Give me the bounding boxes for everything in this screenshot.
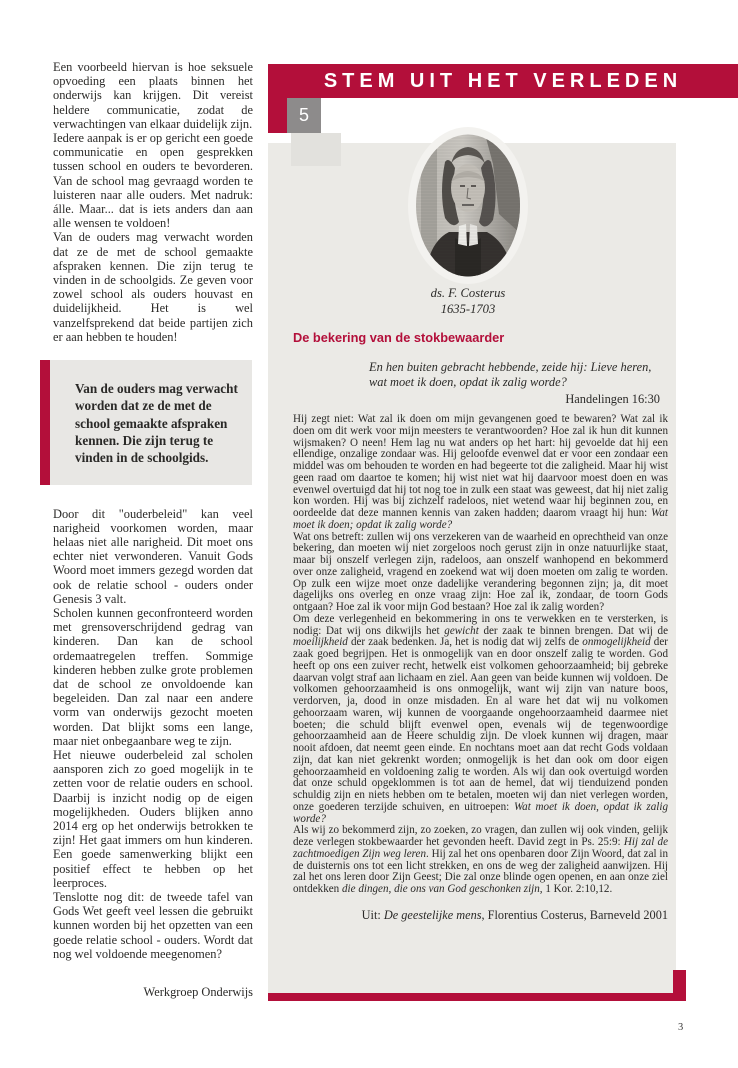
scripture-quote (293, 360, 668, 408)
source-line: Uit: De geestelijke mens, Florentius Costerus, Barneveld 2001 (361, 907, 668, 922)
article-paragraph: Een voorbeeld hiervan is hoe seksuele opvoeding een plaats binnen het onderwijs kan krijgen. Dit vereist heldere communicatie, zodat de verwachtingen van elkaar duidelijk zijn. (53, 60, 253, 131)
bottom-accent-bar (268, 993, 685, 1001)
pull-quote-text: Van de ouders mag verwacht worden dat ze de met de school gemaakte afspraken kennen. Die zijn terug te vinden in de schoolgids. (75, 381, 238, 466)
body-paragraph: Als wij zo bekommerd zijn, zo zoeken, zo vragen, dan zullen wij ook vinden, gelijk deze verlegen stokbewaarder het gevonden heeft. David zegt in Ps. 25:9: Hij zal de zachtmoedigen Zijn weg leren. Hij zal het ons openbaren door Zijn Woord, dat zal in de duisternis ons tot een licht strekken, en ons de weg der zaligheid aanwijzen. Hij zal het ons leren door Zijn Geest; Die zal onze blinde ogen openen, en aan onze ziel ontdekken die dingen, die ons van God geschonken zijn, 1 Kor. 2:10,12. (293, 824, 669, 895)
page-number: 3 (678, 1022, 684, 1033)
portrait-frame (408, 127, 528, 284)
article-paragraph: Het nieuwe ouderbeleid zal scholen aansporen zich zo goed mogelijk in te zetten voor de relatie ouders en school. Daarbij is inzicht nodig op de eigen mogelijkheden. Ouders blijken anno 2014 erg op het onderwijs betrokken te zijn! Het gaat immers om hun kinderen. Een goede samenwerking blijkt een positief effect te hebben op het leerproces. (53, 748, 253, 890)
article-paragraph: Scholen kunnen geconfronteerd worden met grensoverschrijdend gedrag van kinderen. Dan kan de school ordemaatregelen treffen. Sommige kinderen hebben zulke grote problemen dat de school ze onvoldoende kan begeleiden. Dan zal naar een andere vorm van onderwijs gezocht moeten worden. Dat blijkt soms een lange, maar niet onbegaanbare weg te zijn. (53, 605, 253, 748)
body-paragraph: Om deze verlegenheid en bekommering in ons te verwekken en te versterken, is nodig: Dat wij ons dikwijls het gewicht der zaak te binnen brengen. Dat wij de moeilijkheid der zaak bedenken. Ja, het is nodig dat wij zelfs de onmogelijkheid der zaak goed begrijpen. Het is onmogelijk van en door onszelf zalig te worden. God heeft op ons een zuiver recht, hetwelk eist volkomen gehoorzaamheid; bij gebreke daarvan volgt straf aan lichaam en ziel. Aan geen van beide kunnen wij voldoen. De volkomen gehoorzaamheid is ons onmogelijk, want wij zijn van nature boos, verdorven, ja, dood in onze misdaden. En al ware het dat wij nu volkomen gehoorzaam waren, wij kunnen de voorgaande ongehoorzaamheid daarmee niet boeten; die schuld blijft evenwel open, evenals wij de tegenwoordige gehoorzaamheid aan de Heere schuldig zijn. De vloek kunnen wij dragen, maar nooit afdoen, dat neemt geen einde. En nochtans moet aan dat recht Gods voldaan zijn, dat kan niet gekrenkt worden; onmogelijk is het dan ook om door eigen gehoorzaamheid en voldoening zalig te worden. Als wij dan ook overtuigd worden dat onze schuld opgeklommen is tot aan de hemel, dat wij tienduizend ponden schuldig zijn en niets hebben om te betalen, moeten wij dan niet verlegen worden, onze goederen terzijde schuiven, en uitroepen: Wat moet ik doen, opdat ik zalig worde? (293, 612, 668, 825)
scripture-quote-line: En hen buiten gebracht hebbende, zeide hij: Lieve heren, (369, 360, 652, 374)
article-paragraph: Door dit "ouderbeleid" kan veel narigheid voorkomen worden, maar helaas niet alle narigheid. Dit moet ons echter niet verwonderen. Vanuit Gods Woord moet immers gezegd worden dat ook de relatie school - ouders onder Genesis 3 valt. (53, 506, 253, 606)
portrait-caption-name: ds. F. Costerus (430, 286, 506, 300)
scripture-quote-line: wat moet ik doen, opdat ik zalig worde? (369, 375, 567, 390)
portrait-caption (388, 286, 548, 317)
portrait-engraving (415, 134, 521, 277)
scripture-quote-lines (369, 360, 668, 390)
bottom-accent-upstroke (673, 970, 686, 1001)
issue-number-box (287, 98, 321, 133)
pull-quote-accent-bar (40, 360, 50, 484)
portrait-caption-years: 1635-1703 (440, 301, 496, 316)
feature-body (293, 414, 668, 922)
body-paragraph: Wat ons betreft: zullen wij ons verzekeren van de waarheid en oprechtheid van onze bekering, dan moeten wij niet zorgeloos noch gerust zijn in onze natuurlijke staat, maar bij onszelf verlegen zijn, radeloos, aan onszelf wanhopend en bekommerd over onze zaligheid, vragend en zoekend wat wij doen moeten om zalig te worden. Op zulk een wijze moet onze dadelijke verandering begonnen zijn; ja, dit moet dagelijks ons overleg en onze vraag zijn: Hoe zal ik, zondaar, de toorn Gods ontgaan? Hoe zal ik voor mijn God bestaan? Hoe zal ik zalig worden? (293, 530, 668, 613)
section-banner (268, 64, 738, 98)
body-paragraph: Hij zegt niet: Wat zal ik doen om mijn gevangenen goed te bewaren? Wat zal ik doen om dit werk voor mijn meesters te verantwoorden? Hoe zal ik hun dit kunnen wijsmaken? O neen! Hem lag nu wat anders op het hart: hij gevoelde dat hij een ellendige, onzalige zondaar was. Hij geloofde evenwel dat er voor een zondaar een middel was om behouden te worden en had begeerte tot die zaligheid. Maar hij wist geen raad om daartoe te komen; hij wist niet wat hij daarvoor moest doen en was evenwel overtuigd dat hij tot nog toe in zulk een staat was geweest, dat hij niet zalig kon worden. Hij was bij zichzelf radeloos, niet wetend waar hij beginnen zou, en oordeelde dat deze mannen kennis van zaken hadden; daarom vraagt hij hun: Wat moet ik doen; opdat ik zalig worde? (293, 413, 668, 531)
article-paragraph: Tenslotte nog dit: de tweede tafel van Gods Wet geeft veel lessen die gebruikt kunnen worden bij het opzetten van een goede relatie school - ouders. Wordt dat nog wel voldoende meegenomen? (53, 890, 253, 961)
section-banner-title: STEM UIT HET VERLEDEN (323, 69, 683, 92)
left-column (53, 60, 253, 999)
article-paragraph: Van de ouders mag verwacht worden dat ze de met de school gemaakte afspraken kennen. Die zijn terug te vinden in de schoolgids. Ze geven voor zowel school als ouders houvast en duidelijkheid. Het is wel vanzelfsprekend dat beide partijen zich er aan hebben te houden! (53, 230, 253, 344)
scripture-reference: Handelingen 16:30 (565, 392, 660, 407)
feature-heading: De bekering van de stokbewaarder (293, 330, 505, 345)
issue-number-shadow (291, 133, 341, 166)
issue-number: 5 (298, 105, 309, 125)
article-paragraph: Iedere aanpak is er op gericht een goede communicatie en open gesprekken tussen school en ouders te bevorderen. Van de school mag gevraagd worden te luisteren naar alle ouders. Met nadruk: álle. Maar... dat is iets anders dan aan alle wensen te voldoen! (53, 131, 253, 231)
article-byline: Werkgroep Onderwijs (143, 985, 253, 1000)
pull-quote-box (40, 360, 252, 484)
